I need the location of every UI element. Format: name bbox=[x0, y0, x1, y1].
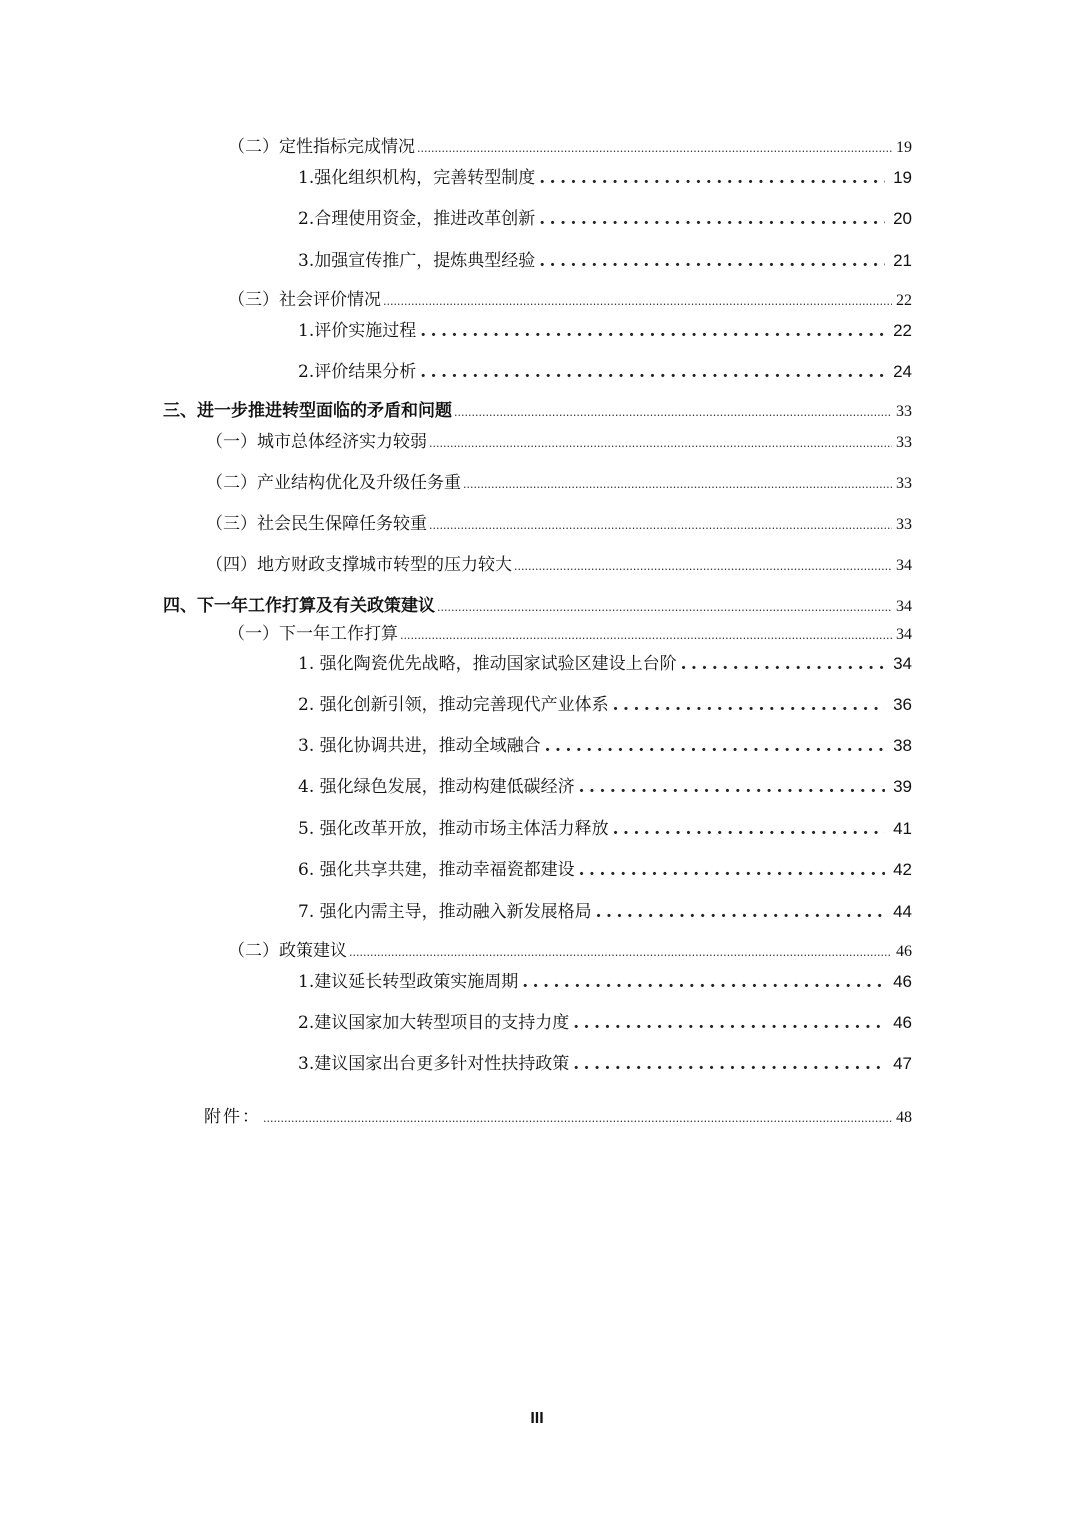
toc-entry-page: 47 bbox=[893, 1054, 912, 1073]
toc-entry-label: 2.建议国家加大转型项目的支持力度 bbox=[298, 1013, 570, 1033]
toc-entry[interactable] bbox=[206, 427, 912, 452]
dot-leader bbox=[514, 560, 892, 573]
toc-entry[interactable] bbox=[298, 967, 912, 992]
dot-leader bbox=[349, 946, 892, 959]
toc-entry-page: 21 bbox=[893, 251, 912, 270]
dot-leader bbox=[417, 142, 892, 155]
dot-leader bbox=[539, 209, 885, 229]
toc-entry-page: 22 bbox=[893, 321, 912, 340]
toc-entry-label: 三、进一步推进转型面临的矛盾和问题 bbox=[163, 401, 452, 421]
toc-entry-page: 46 bbox=[893, 972, 912, 991]
dot-leader bbox=[454, 406, 892, 419]
toc-entry[interactable] bbox=[298, 1049, 912, 1074]
toc-entry[interactable] bbox=[298, 357, 912, 382]
dot-leader bbox=[463, 478, 892, 491]
toc-entry-page: 20 bbox=[893, 209, 912, 228]
toc-entry-label: （三）社会民生保障任务较重 bbox=[206, 514, 427, 534]
dot-leader bbox=[613, 695, 885, 715]
toc-entry-page: 41 bbox=[893, 819, 912, 838]
dot-leader bbox=[263, 1112, 892, 1125]
toc-entry-page: 39 bbox=[893, 777, 912, 796]
toc-entry-label: 1.评价实施过程 bbox=[298, 321, 417, 341]
toc-entry-page: 22 bbox=[896, 292, 912, 309]
toc-entry-page: 38 bbox=[893, 736, 912, 755]
toc-entry-label: （一）下一年工作打算 bbox=[228, 624, 398, 644]
toc-entry[interactable] bbox=[298, 897, 912, 922]
dot-leader bbox=[545, 736, 885, 756]
page-number: III bbox=[530, 1410, 544, 1427]
toc-entry[interactable] bbox=[298, 814, 912, 839]
toc-entry[interactable] bbox=[228, 132, 912, 157]
toc-entry-label: （二）定性指标完成情况 bbox=[228, 137, 415, 157]
toc-entry[interactable] bbox=[228, 285, 912, 310]
toc-entry-page: 46 bbox=[893, 1013, 912, 1032]
toc-entry-page: 33 bbox=[896, 434, 912, 451]
toc-entry-label: 6. 强化共享共建，推动幸福瓷都建设 bbox=[298, 860, 575, 880]
toc-entry-appendix[interactable] bbox=[204, 1102, 912, 1127]
toc-entry[interactable] bbox=[298, 204, 912, 229]
dot-leader bbox=[437, 601, 892, 614]
toc-entry-label: 1.建议延长转型政策实施周期 bbox=[298, 972, 519, 992]
toc-entry-page: 33 bbox=[896, 475, 912, 492]
dot-leader bbox=[400, 629, 892, 642]
toc-entry-label: 3.建议国家出台更多针对性扶持政策 bbox=[298, 1054, 570, 1074]
dot-leader bbox=[681, 654, 885, 674]
toc-entry-label: 1.强化组织机构，完善转型制度 bbox=[298, 168, 536, 188]
toc-entry-page: 24 bbox=[893, 362, 912, 381]
dot-leader bbox=[429, 519, 892, 532]
toc-entry-label: 1. 强化陶瓷优先战略，推动国家试验区建设上台阶 bbox=[298, 654, 677, 674]
toc-entry-page: 33 bbox=[896, 516, 912, 533]
toc-entry-label: 2.合理使用资金，推进改革创新 bbox=[298, 209, 536, 229]
toc-entry[interactable] bbox=[206, 550, 912, 575]
dot-leader bbox=[579, 777, 885, 797]
toc-entry-label: （三）社会评价情况 bbox=[228, 290, 381, 310]
dot-leader bbox=[522, 972, 885, 992]
toc-entry-page: 42 bbox=[893, 860, 912, 879]
toc-entry-label: 3. 强化协调共进，推动全域融合 bbox=[298, 736, 541, 756]
dot-leader bbox=[429, 437, 892, 450]
toc-entry-page: 44 bbox=[893, 902, 912, 921]
toc-entry-page: 34 bbox=[896, 598, 912, 615]
toc-entry-page: 34 bbox=[893, 654, 912, 673]
dot-leader bbox=[573, 1013, 885, 1033]
toc-entry[interactable] bbox=[298, 731, 912, 756]
toc-entry-chapter[interactable] bbox=[163, 396, 912, 421]
toc-entry[interactable] bbox=[298, 246, 912, 271]
toc-entry[interactable] bbox=[206, 509, 912, 534]
toc-entry-chapter[interactable] bbox=[163, 591, 912, 616]
toc-entry-label: 四、下一年工作打算及有关政策建议 bbox=[163, 596, 435, 616]
toc-entry[interactable] bbox=[298, 772, 912, 797]
toc-entry-label: （一）城市总体经济实力较弱 bbox=[206, 432, 427, 452]
toc-entry-label: （四）地方财政支撑城市转型的压力较大 bbox=[206, 555, 512, 575]
toc-entry-label: 7. 强化内需主导，推动融入新发展格局 bbox=[298, 902, 592, 922]
toc-entry-page: 19 bbox=[896, 139, 912, 156]
toc-entry-page: 34 bbox=[896, 557, 912, 574]
toc-entry[interactable] bbox=[298, 1008, 912, 1033]
toc-entry-label: 4. 强化绿色发展，推动构建低碳经济 bbox=[298, 777, 575, 797]
toc-entry[interactable] bbox=[298, 690, 912, 715]
toc-entry[interactable] bbox=[298, 163, 912, 188]
toc-entry-page: 19 bbox=[893, 168, 912, 187]
toc-entry-page: 33 bbox=[896, 403, 912, 420]
toc-entry-label: （二）政策建议 bbox=[228, 941, 347, 961]
toc-entry-label: 5. 强化改革开放，推动市场主体活力释放 bbox=[298, 819, 609, 839]
toc-entry-page: 34 bbox=[896, 626, 912, 643]
toc-entry[interactable] bbox=[298, 316, 912, 341]
toc-entry-label: （二）产业结构优化及升级任务重 bbox=[206, 473, 461, 493]
toc-entry-page: 48 bbox=[896, 1109, 912, 1126]
toc-entry[interactable] bbox=[228, 619, 912, 644]
toc-entry[interactable] bbox=[298, 855, 912, 880]
toc-entry[interactable] bbox=[298, 649, 912, 674]
toc-entry-label: 2.评价结果分析 bbox=[298, 362, 417, 382]
dot-leader bbox=[383, 295, 892, 308]
toc-entry-label: 3.加强宣传推广，提炼典型经验 bbox=[298, 251, 536, 271]
dot-leader bbox=[539, 168, 885, 188]
toc-entry[interactable] bbox=[228, 936, 912, 961]
dot-leader bbox=[579, 860, 885, 880]
toc-entry-page: 46 bbox=[896, 943, 912, 960]
dot-leader bbox=[613, 819, 885, 839]
toc-entry-label: 2. 强化创新引领，推动完善现代产业体系 bbox=[298, 695, 609, 715]
toc-entry[interactable] bbox=[206, 468, 912, 493]
dot-leader bbox=[420, 321, 885, 341]
toc-entry-page: 36 bbox=[893, 695, 912, 714]
dot-leader bbox=[539, 251, 885, 271]
dot-leader bbox=[420, 362, 885, 382]
dot-leader bbox=[573, 1054, 885, 1074]
toc-entry-label: 附件： bbox=[204, 1107, 261, 1127]
dot-leader bbox=[596, 902, 885, 922]
